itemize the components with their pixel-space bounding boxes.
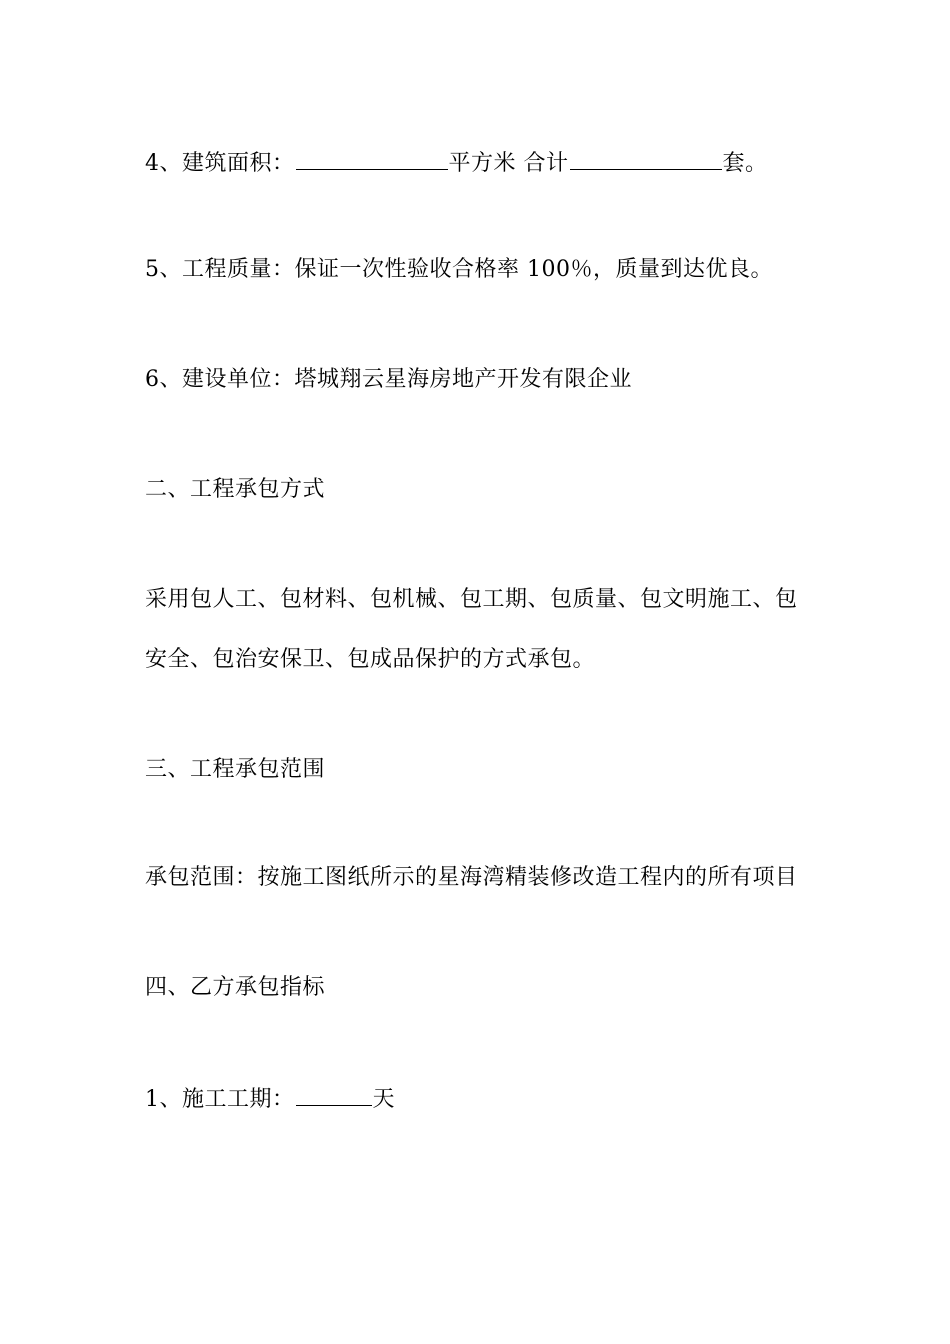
item-4-building-area xyxy=(145,147,768,179)
section-2-body-line-1: 采用包人工、包材料、包机械、包工期、包质量、包文明施工、包 xyxy=(145,587,798,612)
item-4-prefix: 4、建筑面积： xyxy=(145,151,295,176)
item-5-quality: 5、工程质量：保证一次性验收合格率 100％，质量到达优良。 xyxy=(145,257,773,282)
item-4-suffix: 套。 xyxy=(722,151,768,176)
section-3-heading: 三、工程承包范围 xyxy=(145,757,326,782)
item-4-middle: 平方米 合计 xyxy=(448,151,569,176)
item-1-suffix: 天 xyxy=(372,1087,396,1112)
days-blank xyxy=(296,1083,372,1106)
section-3-body: 承包范围：按施工图纸所示的星海湾精装修改造工程内的所有项目 xyxy=(145,865,798,890)
item-1-prefix: 1、施工工期： xyxy=(145,1087,295,1112)
section-2-heading: 二、工程承包方式 xyxy=(145,477,326,502)
section-2-body-line-2: 安全、包治安保卫、包成品保护的方式承包。 xyxy=(145,647,596,672)
units-blank xyxy=(570,147,722,170)
item-1-construction-period xyxy=(145,1083,395,1115)
area-blank xyxy=(296,147,448,170)
section-4-heading: 四、乙方承包指标 xyxy=(145,975,326,1000)
item-6-construction-unit: 6、建设单位：塔城翔云星海房地产开发有限企业 xyxy=(145,367,632,392)
